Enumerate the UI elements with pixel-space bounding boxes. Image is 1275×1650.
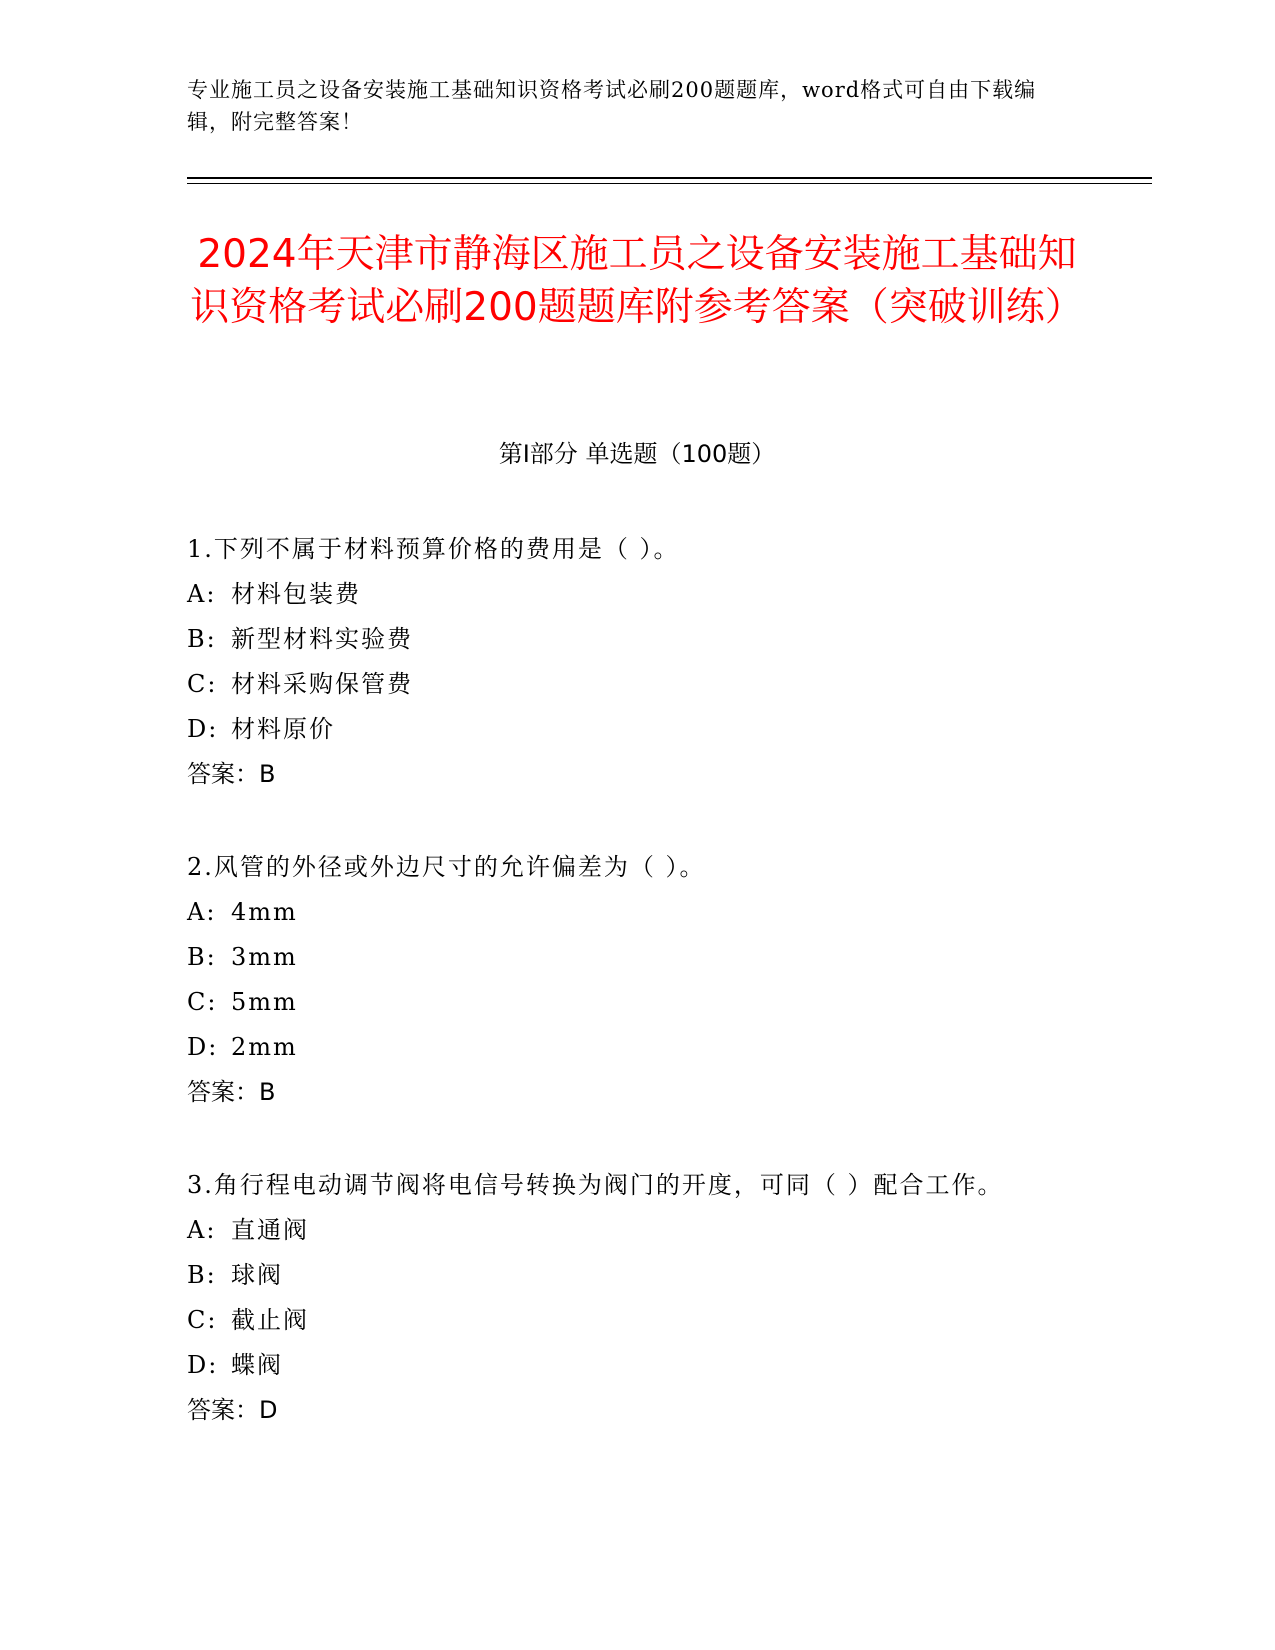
option-c (187, 980, 1087, 1025)
option-letter: B: (187, 1261, 217, 1289)
option-letter: D: (187, 1351, 219, 1379)
question-3 (187, 1163, 1087, 1433)
option-letter: B: (187, 943, 217, 971)
option-b (187, 1253, 1087, 1298)
option-letter: C: (187, 1306, 218, 1334)
option-text: 球阀 (231, 1261, 283, 1289)
option-letter: A: (187, 580, 217, 608)
option-text: 材料采购保管费 (231, 670, 413, 698)
question-text: 1.下列不属于材料预算价格的费用是（ ）。 (187, 535, 680, 563)
option-letter: C: (187, 670, 218, 698)
option-letter: B: (187, 625, 217, 653)
option-b (187, 935, 1087, 980)
option-text: 5mm (231, 988, 298, 1016)
option-c (187, 662, 1087, 707)
answer-line: 答案：B (187, 1078, 276, 1106)
option-d (187, 1025, 1087, 1070)
header-divider-thin (187, 183, 1152, 184)
option-a (187, 572, 1087, 617)
option-text: 材料原价 (231, 715, 335, 743)
option-letter: A: (187, 1216, 217, 1244)
option-text: 新型材料实验费 (231, 625, 413, 653)
option-letter: A: (187, 898, 217, 926)
option-text: 蝶阀 (231, 1351, 283, 1379)
option-text: 3mm (231, 943, 298, 971)
document-title: 2024年天津市静海区施工员之设备安装施工基础知识资格考试必刷200题题库附参考答案（突破训练） (190, 232, 1084, 330)
option-b (187, 617, 1087, 662)
option-text: 截止阀 (231, 1306, 309, 1334)
header-divider-thick (187, 177, 1152, 179)
option-c (187, 1298, 1087, 1343)
option-letter: D: (187, 1033, 219, 1061)
option-text: 2mm (231, 1033, 298, 1061)
option-text: 直通阀 (231, 1216, 309, 1244)
question-2 (187, 844, 1087, 1115)
answer-line: 答案：D (187, 1396, 278, 1424)
option-a (187, 890, 1087, 935)
header-note: 专业施工员之设备安装施工基础知识资格考试必刷200题题库，word格式可自由下载编辑，附完整答案！ (187, 78, 1037, 134)
option-d (187, 707, 1087, 752)
section-heading: 第Ⅰ部分 单选题（100题） (498, 440, 776, 468)
option-text: 材料包装费 (231, 580, 361, 608)
question-text: 3.角行程电动调节阀将电信号转换为阀门的开度，可同（ ）配合工作。 (187, 1171, 1004, 1199)
option-text: 4mm (231, 898, 298, 926)
option-d (187, 1343, 1087, 1388)
option-letter: D: (187, 715, 219, 743)
question-1 (187, 526, 1087, 797)
question-text: 2.风管的外径或外边尺寸的允许偏差为（ ）。 (187, 853, 706, 881)
answer-line: 答案：B (187, 760, 276, 788)
option-letter: C: (187, 988, 218, 1016)
option-a (187, 1208, 1087, 1253)
